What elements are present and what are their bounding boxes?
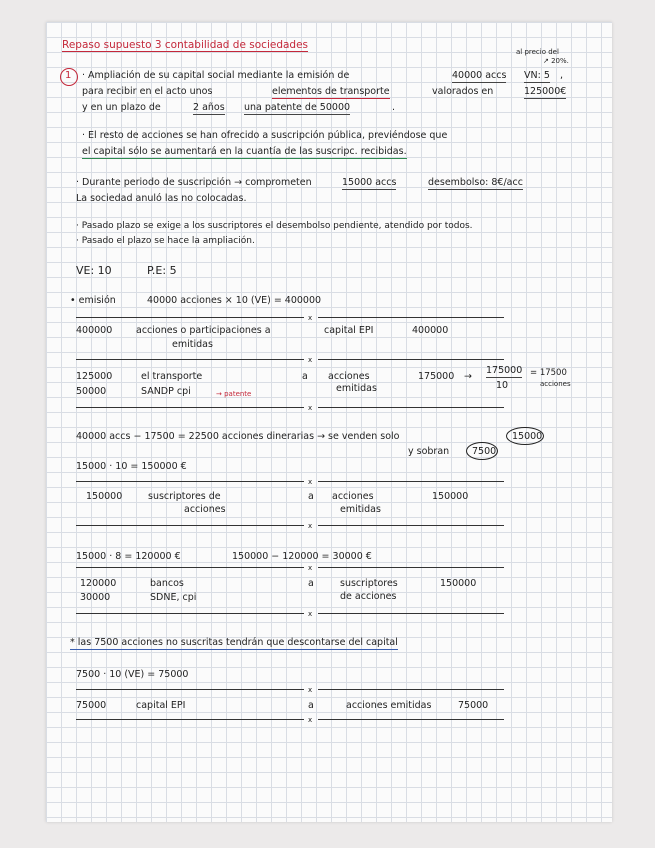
entry2-r2-amount: 50000 <box>76 386 107 397</box>
entry3-credit-account-line1: acciones <box>332 491 374 502</box>
entry3-credit-account-line2: emitidas <box>340 504 381 515</box>
p1-line2-a: para recibir en el acto unos <box>82 86 213 97</box>
entry4-sep: a <box>308 578 314 589</box>
p1-line3-patent: una patente de 50000 <box>244 102 351 113</box>
entry1-mark-top: x <box>308 314 313 322</box>
entry2-frac-den: 10 <box>496 380 509 391</box>
page-title: Repaso supuesto 3 contabilidad de sociedades <box>62 39 309 51</box>
entry5-credit-amount: 75000 <box>458 700 489 711</box>
p1-line3-years: 2 años <box>193 102 225 113</box>
unsubscribed-note: * las 7500 acciones no suscritas tendrán que descontarse del capital <box>70 637 398 648</box>
subscription-calc: 15000 · 10 = 150000 € <box>76 461 187 472</box>
entry5-bottom-line-left <box>76 719 304 720</box>
entry1-top-line-left <box>76 317 304 318</box>
entry3-debit-account-line1: suscriptores de <box>148 491 221 502</box>
margin-note-line1: al precio del <box>516 48 559 56</box>
entry5-top-line-right <box>318 689 504 690</box>
entry1-credit-amount: 400000 <box>412 325 449 336</box>
cash-shares-sold: 15000 <box>512 431 543 442</box>
exercise-number: 1 <box>65 70 72 81</box>
entry3-top-line-left <box>76 481 304 482</box>
entry4-credit-amount: 150000 <box>440 578 477 589</box>
entry1-mark-bottom: x <box>308 356 313 364</box>
entry4-mark-top: x <box>308 564 313 572</box>
entry5-mark-top: x <box>308 686 313 694</box>
p1-line1-a: · Ampliación de su capital social mediante la emisión de <box>82 70 350 81</box>
entry3-top-line-right <box>318 481 504 482</box>
cash-shares-calc: 40000 accs − 17500 = 22500 acciones dinerarias → se venden solo <box>76 431 400 442</box>
p2-line2: el capital sólo se aumentará en la cuantía de las suscripc. recibidas. <box>82 146 407 157</box>
p1-line3-dot: . <box>392 102 396 113</box>
p1-line1-shares: 40000 accs <box>452 70 507 81</box>
entry1-bottom-line-right <box>318 359 504 360</box>
entry2-patent-note: → patente <box>216 390 252 398</box>
entry5-top-line-left <box>76 689 304 690</box>
entry5-credit-account: acciones emitidas <box>346 700 432 711</box>
p1-line1-vn: VN: 5 <box>524 70 550 81</box>
entry2-bottom-line-left <box>76 407 304 408</box>
emission-calc: 40000 acciones × 10 (VE) = 400000 <box>147 295 322 306</box>
entry4-r2-amount: 30000 <box>80 592 111 603</box>
entry1-credit-account: capital EPI <box>324 325 374 336</box>
entry4-top-line-left <box>76 567 304 568</box>
entry5-debit-account: capital EPI <box>136 700 186 711</box>
entry2-r2-account: SANDP cpi <box>141 386 191 397</box>
p2-line1: · El resto de acciones se han ofrecido a suscripción pública, previéndose que <box>82 130 448 141</box>
cash-shares-remaining-label: y sobran <box>408 446 450 457</box>
p1-line2-transport: elementos de transporte <box>272 86 390 97</box>
entry4-r1-amount: 120000 <box>80 578 117 589</box>
entry4-mark-bottom: x <box>308 610 313 618</box>
entry2-arrow: → <box>464 371 472 382</box>
notebook-page <box>46 22 612 822</box>
p3-line1-payment: desembolso: 8€/acc <box>428 177 523 188</box>
entry2-credit-account-line2: emitidas <box>336 383 377 394</box>
entry2-frac-result-unit: acciones <box>540 380 571 388</box>
entry5-debit-amount: 75000 <box>76 700 107 711</box>
payment-calc1: 15000 · 8 = 120000 € <box>76 551 181 562</box>
entry2-frac-num: 175000 <box>486 365 523 376</box>
entry2-r1-account: el transporte <box>141 371 203 382</box>
p3-line1-shares: 15000 accs <box>342 177 397 188</box>
entry2-mark-bottom: x <box>308 404 313 412</box>
entry5-sep: a <box>308 700 314 711</box>
entry4-top-line-right <box>318 567 504 568</box>
entry1-debit-amount: 400000 <box>76 325 113 336</box>
entry5-bottom-line-right <box>318 719 504 720</box>
entry2-sep: a <box>302 371 308 382</box>
entry3-credit-amount: 150000 <box>432 491 469 502</box>
entry1-debit-account-line1: acciones o participaciones a <box>136 325 271 336</box>
entry3-mark-top: x <box>308 478 313 486</box>
margin-note-line2: ↗ 20%. <box>543 57 569 65</box>
entry3-sep: a <box>308 491 314 502</box>
entry4-credit-account-line1: suscriptores <box>340 578 398 589</box>
value-ve: VE: 10 <box>76 264 112 277</box>
entry2-bottom-line-right <box>318 407 504 408</box>
entry2-credit-amount: 175000 <box>418 371 455 382</box>
entry2-frac-result: = 17500 <box>530 368 567 378</box>
entry4-credit-account-line2: de acciones <box>340 591 397 602</box>
entry2-r1-amount: 125000 <box>76 371 113 382</box>
entry1-debit-account-line2: emitidas <box>172 339 213 350</box>
entry4-r2-account: SDNE, cpi <box>150 592 197 603</box>
p1-line2-valued: valorados en <box>432 86 494 97</box>
p3-line2: La sociedad anuló las no colocadas. <box>76 193 247 204</box>
entry3-bottom-line-right <box>318 525 504 526</box>
entry3-debit-amount: 150000 <box>86 491 123 502</box>
entry1-bottom-line-left <box>76 359 304 360</box>
entry1-top-line-right <box>318 317 504 318</box>
p4-line1: · Pasado plazo se exige a los suscriptores el desembolso pendiente, atendido por todos. <box>76 221 473 231</box>
p3-line1-a: · Durante periodo de suscripción → comprometen <box>76 177 312 188</box>
entry5-mark-bottom: x <box>308 716 313 724</box>
payment-calc2: 150000 − 120000 = 30000 € <box>232 551 372 562</box>
entry4-bottom-line-right <box>318 613 504 614</box>
p1-line1-comma: , <box>560 70 564 81</box>
entry4-bottom-line-left <box>76 613 304 614</box>
entry3-mark-bottom: x <box>308 522 313 530</box>
entry3-bottom-line-left <box>76 525 304 526</box>
value-pe: P.E: 5 <box>147 264 177 277</box>
entry4-r1-account: bancos <box>150 578 184 589</box>
cash-shares-remaining: 7500 <box>472 446 497 457</box>
p1-line2-amount: 125000€ <box>524 86 567 97</box>
p1-line3-a: y en un plazo de <box>82 102 161 113</box>
entry3-debit-account-line2: acciones <box>184 504 226 515</box>
final-calc: 7500 · 10 (VE) = 75000 <box>76 669 189 680</box>
p4-line2: · Pasado el plazo se hace la ampliación. <box>76 236 255 246</box>
entry2-credit-account-line1: acciones <box>328 371 370 382</box>
emission-label: • emisión <box>70 295 116 306</box>
